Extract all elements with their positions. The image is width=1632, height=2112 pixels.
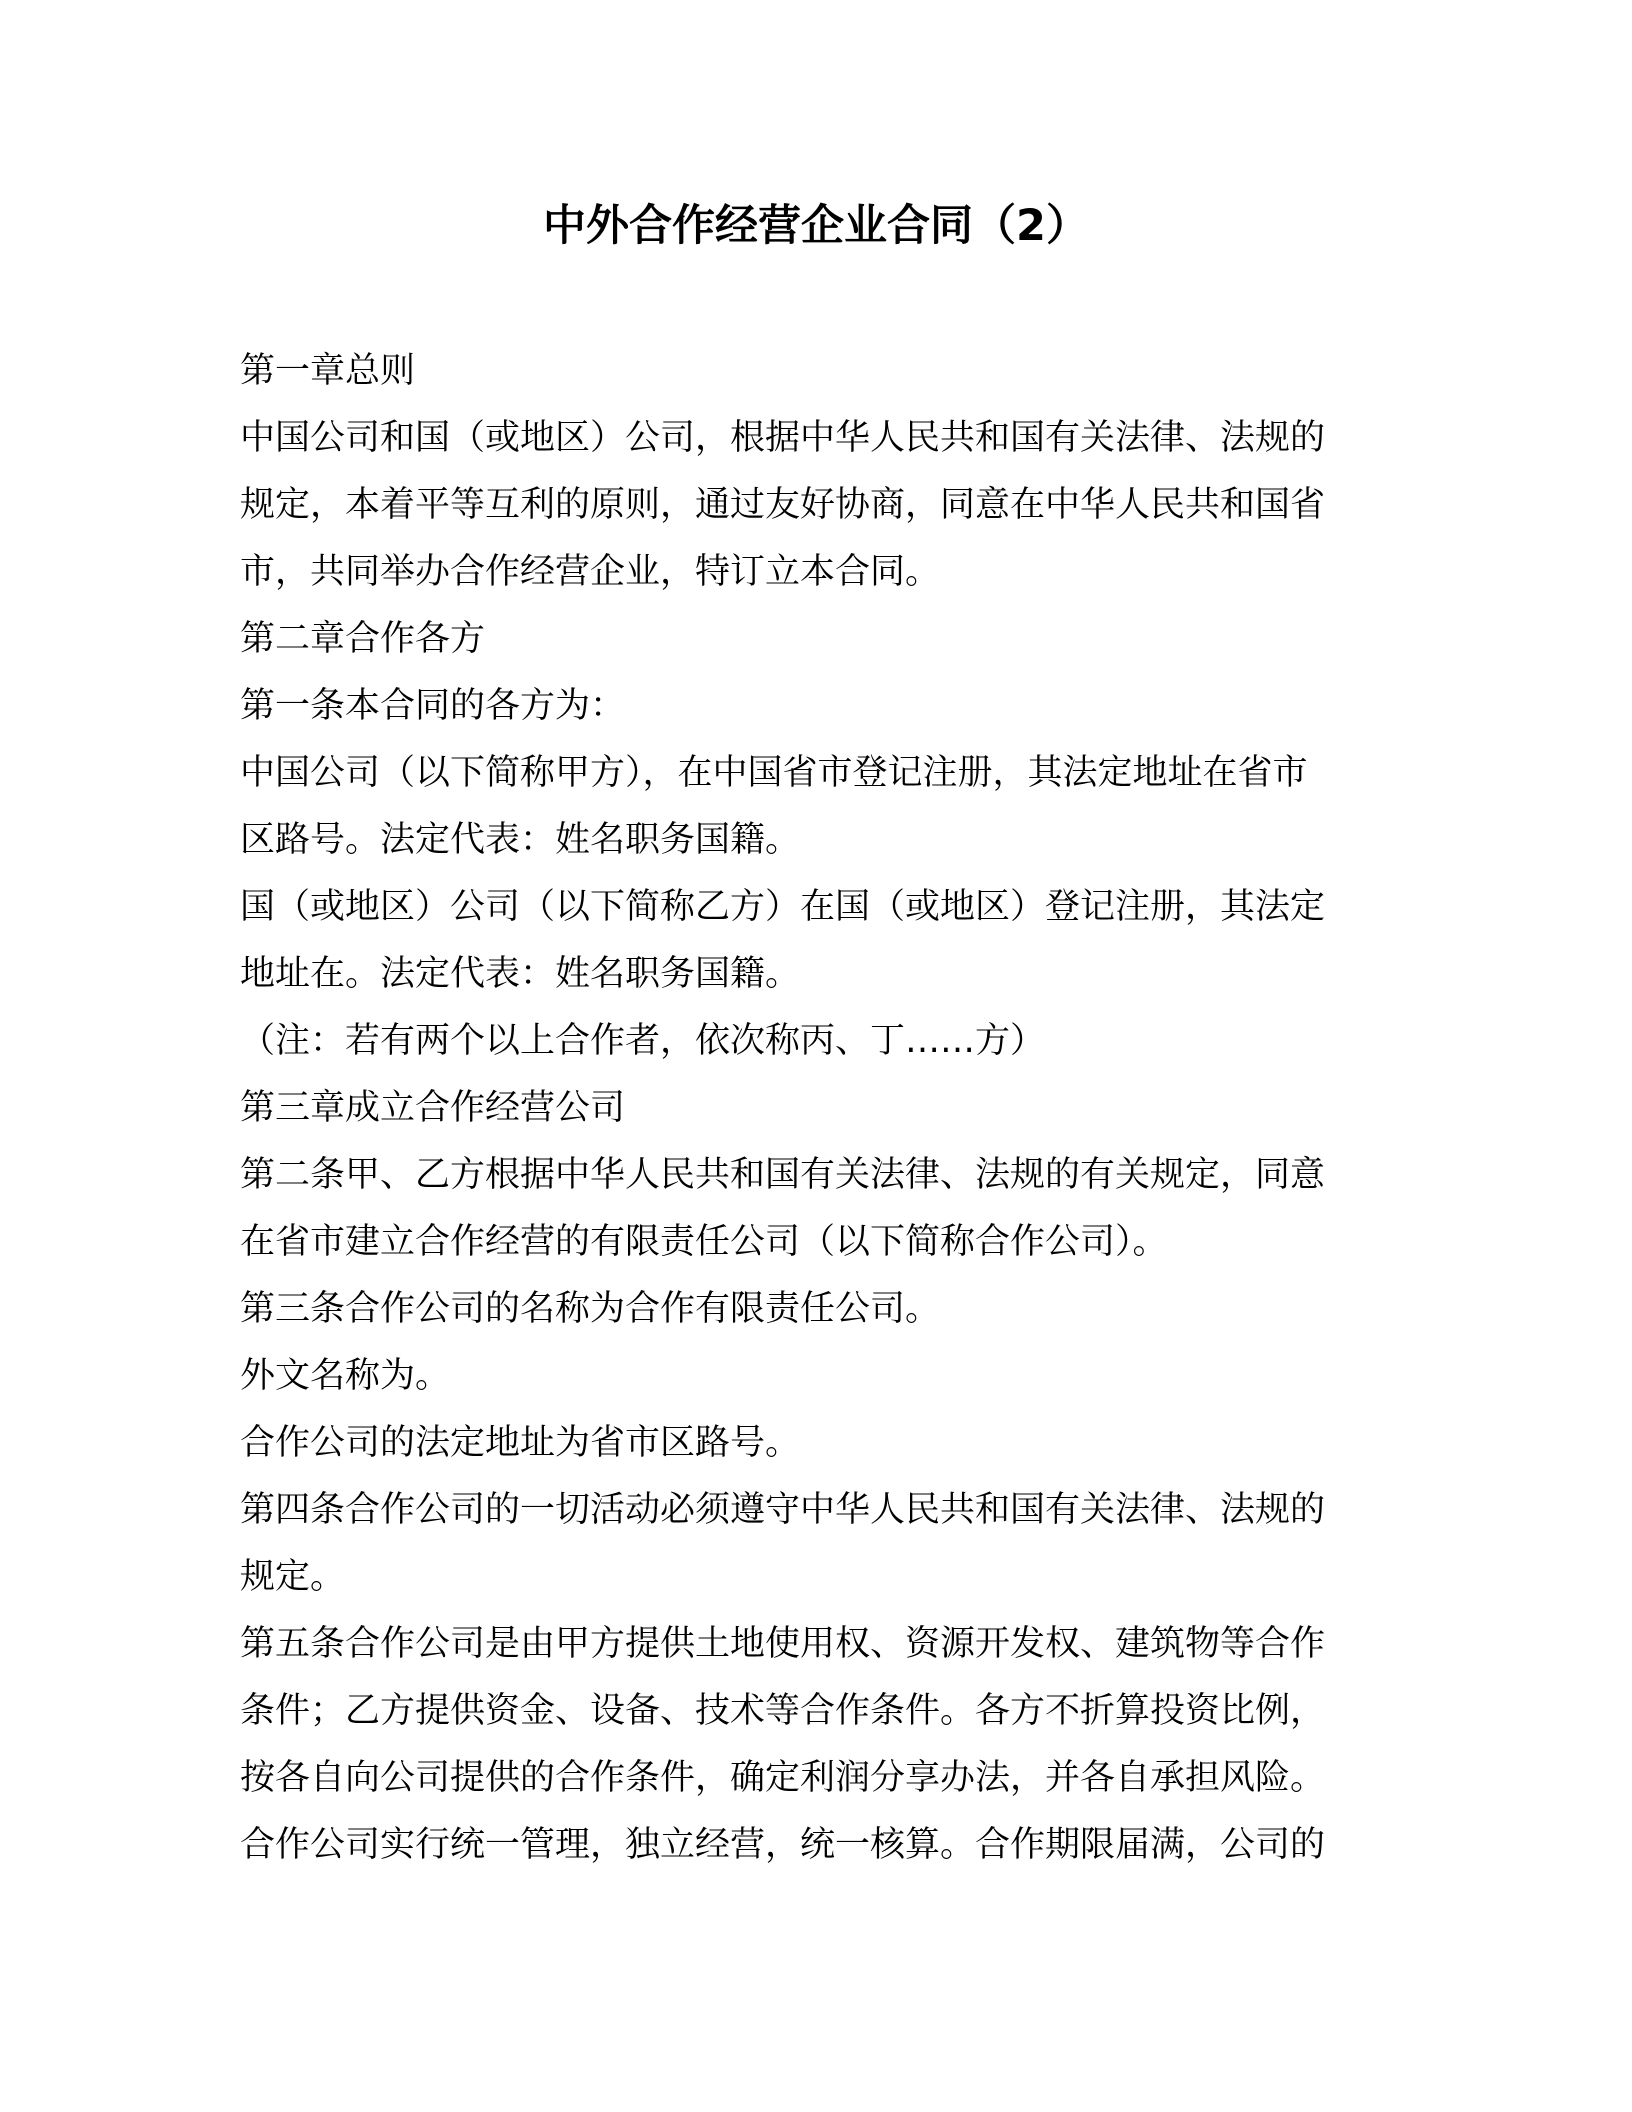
text-line: 地址在。法定代表：姓名职务国籍。 (240, 954, 801, 994)
text-line: 合作公司的法定地址为省市区路号。 (240, 1423, 801, 1463)
text-line: 市，共同举办合作经营企业，特订立本合同。 (240, 552, 941, 592)
text-line: 中国公司（以下简称甲方），在中国省市登记注册，其法定地址在省市 (240, 753, 1308, 793)
text-line: 外文名称为。 (240, 1356, 451, 1396)
article-line: 第一条本合同的各方为： (240, 686, 626, 726)
text-line: 合作公司实行统一管理，独立经营，统一核算。合作期限届满，公司的 (240, 1825, 1326, 1865)
article-line: 第三条合作公司的名称为合作有限责任公司。 (240, 1289, 941, 1329)
text-line: 规定。 (240, 1557, 346, 1597)
document-title: 中外合作经营企业合同（2） (543, 201, 1089, 251)
article-line: 第五条合作公司是由甲方提供土地使用权、资源开发权、建筑物等合作 (240, 1624, 1326, 1664)
article-line: 第二条甲、乙方根据中华人民共和国有关法律、法规的有关规定，同意 (240, 1155, 1326, 1195)
text-line: 中国公司和国（或地区）公司，根据中华人民共和国有关法律、法规的 (240, 418, 1326, 458)
chapter-heading: 第三章成立合作经营公司 (240, 1088, 626, 1128)
chapter-heading: 第二章合作各方 (240, 619, 486, 659)
text-line: 国（或地区）公司（以下简称乙方）在国（或地区）登记注册，其法定 (240, 887, 1326, 927)
text-line: 按各自向公司提供的合作条件，确定利润分享办法，并各自承担风险。 (240, 1758, 1326, 1798)
text-line: 区路号。法定代表：姓名职务国籍。 (240, 820, 801, 860)
note-line: （注：若有两个以上合作者，依次称丙、丁……方） (240, 1021, 1046, 1061)
text-line: 条件；乙方提供资金、设备、技术等合作条件。各方不折算投资比例， (240, 1691, 1326, 1731)
article-line: 第四条合作公司的一切活动必须遵守中华人民共和国有关法律、法规的 (240, 1490, 1326, 1530)
text-line: 在省市建立合作经营的有限责任公司（以下简称合作公司）。 (240, 1222, 1168, 1262)
text-line: 规定，本着平等互利的原则，通过友好协商，同意在中华人民共和国省 (240, 485, 1326, 525)
chapter-heading: 第一章总则 (240, 351, 416, 391)
document-body (240, 338, 1390, 1879)
